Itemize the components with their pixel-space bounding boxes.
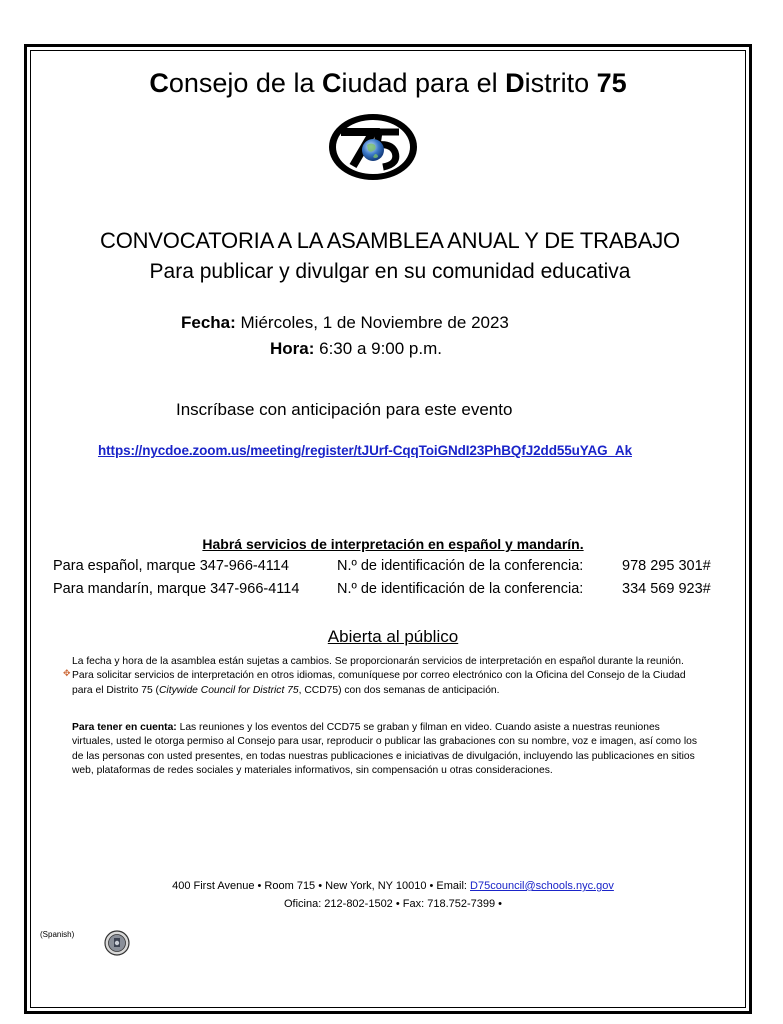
public-meeting-heading: Abierta al público xyxy=(327,627,459,646)
meeting-heading: CONVOCATORIA A LA ASAMBLEA ANUAL Y DE TRABAJO xyxy=(100,228,680,253)
page-title: Consejo de la Ciudad para el Distrito 75 xyxy=(149,68,627,98)
recording-notice: Para tener en cuenta: Las reuniones y los eventos del CCD75 se graban y filman en video. Cuando asiste a nuestras reuniones virtuales, usted le otorga permiso al Consejo para usar, reproducir o publicar las grabaciones con su nombre, voz e imagen, así como los de las personas con usted presentes, en todas nuestras publicaciones e iniciativas de divulgación, incluyendo las publicaciones en sitios web, plataformas de redes sociales y materiales informativos, sin compensación u otras consideraciones. xyxy=(72,722,698,776)
mandarin-conference-id-label: N.º de identificación de la conferencia: xyxy=(337,581,584,597)
footer-address: 400 First Avenue • Room 715 • New York, NY 10010 • Email: D75council@schools.nyc.gov xyxy=(172,880,614,892)
spanish-dial-in: Para español, marque 347-966-4114 xyxy=(53,558,289,574)
inner-border xyxy=(30,50,746,1008)
register-instructions: Inscríbase con anticipación para este evento xyxy=(176,400,513,419)
nyc-doe-seal-icon xyxy=(104,930,130,956)
meeting-date: Fecha: Miércoles, 1 de Noviembre de 2023 xyxy=(181,313,509,332)
mandarin-dial-in: Para mandarín, marque 347-966-4114 xyxy=(53,581,300,597)
footer-email-link[interactable]: D75council@schools.nyc.gov xyxy=(470,880,614,892)
d75-globe-logo-icon xyxy=(327,112,419,182)
footer-phone-fax: Oficina: 212-802-1502 • Fax: 718.752-7399 • xyxy=(283,898,503,910)
registration-link[interactable]: https://nycdoe.zoom.us/meeting/register/tJUrf-CqqToiGNdI23PhBQfJ2dd55uYAG_Ak xyxy=(98,443,632,458)
meeting-subheading: Para publicar y divulgar en su comunidad educativa xyxy=(149,260,631,283)
spanish-conference-id: 978 295 301# xyxy=(622,558,711,574)
mandarin-conference-id: 334 569 923# xyxy=(622,581,711,597)
meeting-time: Hora: 6:30 a 9:00 p.m. xyxy=(270,339,442,358)
move-handle-icon: ✥ xyxy=(63,668,71,678)
spanish-conference-id-label: N.º de identificación de la conferencia: xyxy=(337,558,584,574)
schedule-notice: La fecha y hora de la asamblea están sujetas a cambios. Se proporcionarán servicios de interpretación en español durante la reunión. Para solicitar servicios de interpretación en otros idiomas, comuníquese por correo electrónico con la Oficina del Consejo de la Ciudad para el Distrito 75 (Citywide Council for District 75, CCD75) con dos semanas de anticipación. xyxy=(72,656,686,696)
interpretation-heading: Habrá servicios de interpretación en español y mandarín. xyxy=(202,536,584,552)
language-tag: (Spanish) xyxy=(40,930,75,939)
